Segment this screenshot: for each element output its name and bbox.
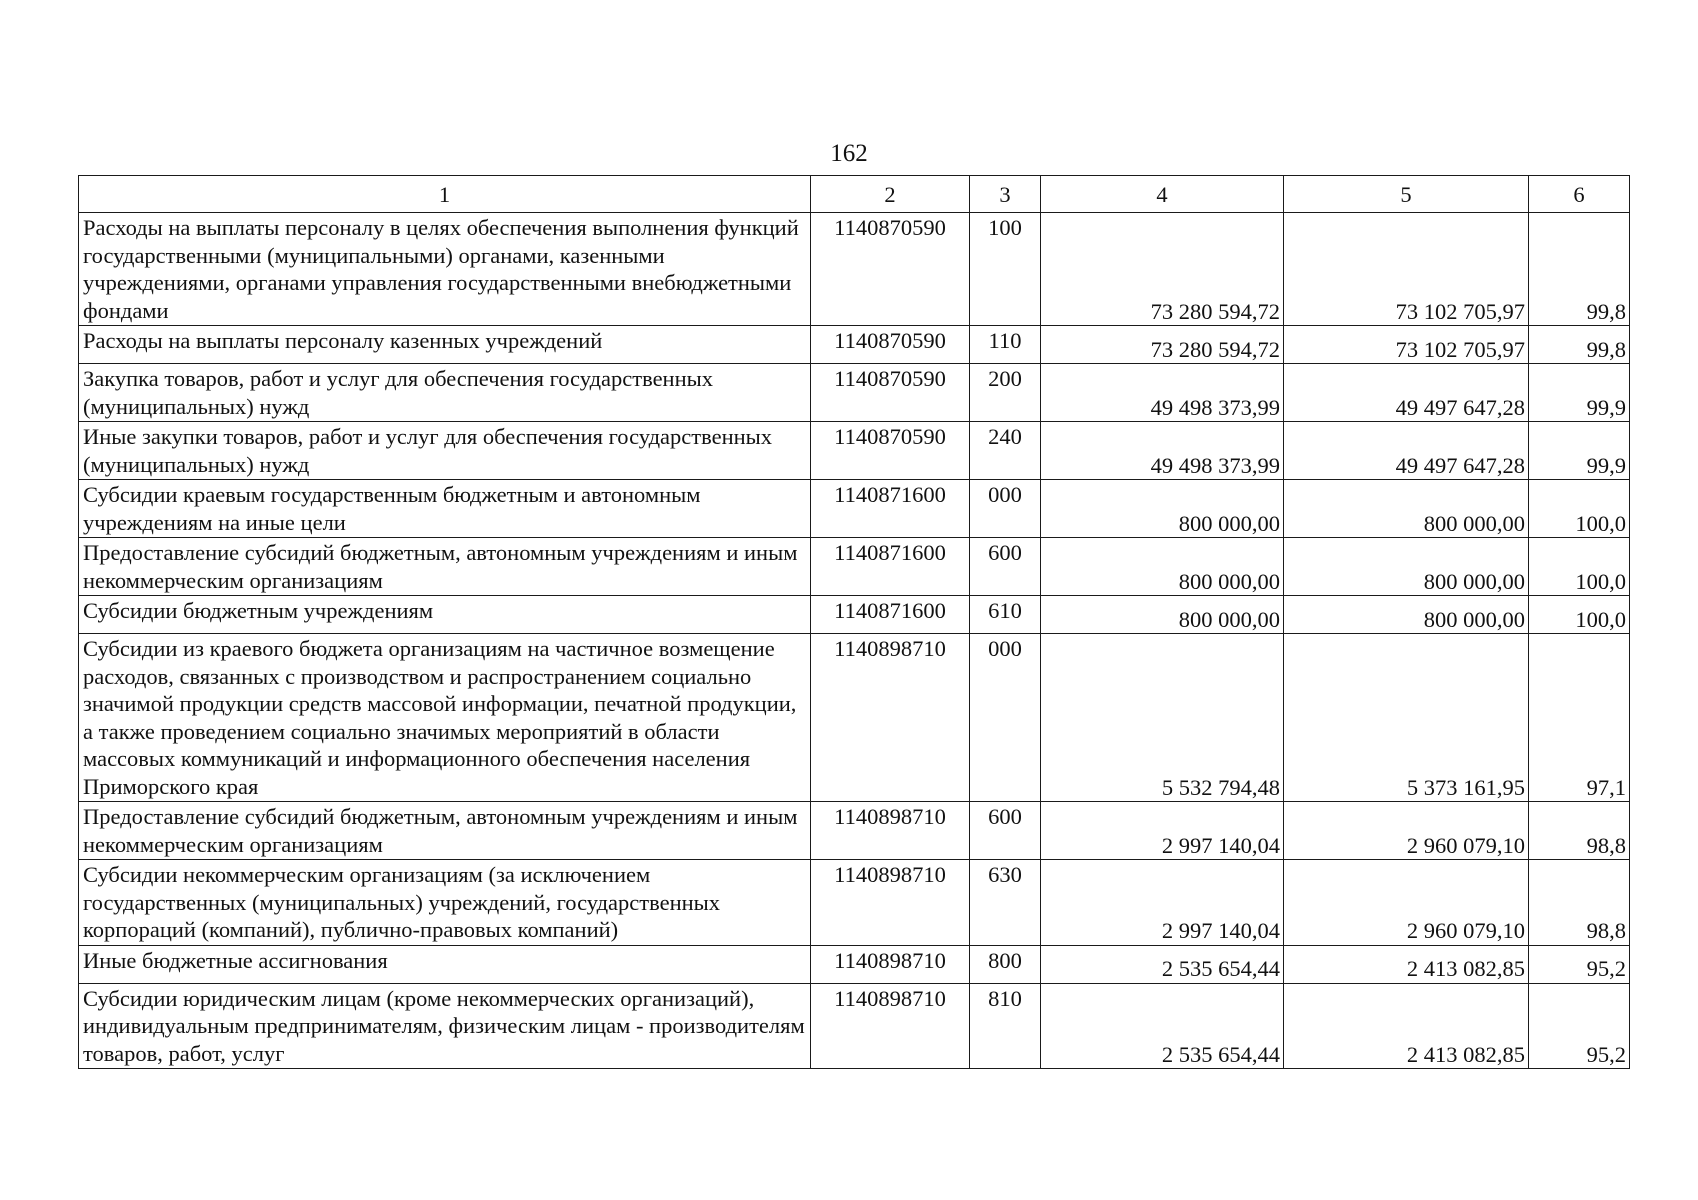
row-plan-cell: 2 997 140,04: [1041, 802, 1284, 860]
row-kind-cell: 600: [970, 802, 1041, 860]
row-plan-cell: 800 000,00: [1041, 480, 1284, 538]
row-plan-cell: 800 000,00: [1041, 596, 1284, 634]
row-kind-cell: 600: [970, 538, 1041, 596]
row-name-cell: Субсидии бюджетным учреждениям: [79, 596, 811, 634]
row-plan-cell: 2 997 140,04: [1041, 860, 1284, 946]
row-code-cell: 1140898710: [811, 634, 970, 802]
row-fact-cell: 800 000,00: [1284, 538, 1529, 596]
row-code-cell: 1140870590: [811, 422, 970, 480]
row-code-cell: 1140898710: [811, 802, 970, 860]
row-name-cell: Расходы на выплаты персоналу казенных учреждений: [79, 326, 811, 364]
row-name-cell: Субсидии краевым государственным бюджетным и автономным учреждениям на иные цели: [79, 480, 811, 538]
row-name-cell: Субсидии некоммерческим организациям (за исключением государственных (муниципальных) учреждений, государственных корпораций (компаний), публично-правовых компаний): [79, 860, 811, 946]
row-kind-cell: 630: [970, 860, 1041, 946]
row-fact-cell: 73 102 705,97: [1284, 326, 1529, 364]
row-fact-cell: 2 960 079,10: [1284, 860, 1529, 946]
row-percent-cell: 95,2: [1529, 945, 1630, 983]
header-col-1: 1: [79, 176, 811, 213]
budget-execution-table: [78, 175, 1630, 1069]
row-name-cell: Расходы на выплаты персоналу в целях обеспечения выполнения функций государственными (муниципальными) органами, казенными учреждениями, органами управления государственными внебюджетными фондами: [79, 213, 811, 326]
table-row: [79, 860, 1630, 946]
row-code-cell: 1140898710: [811, 860, 970, 946]
row-kind-cell: 000: [970, 634, 1041, 802]
header-col-3: 3: [970, 176, 1041, 213]
table-row: [79, 596, 1630, 634]
header-col-5: 5: [1284, 176, 1529, 213]
header-col-4: 4: [1041, 176, 1284, 213]
table-row: [79, 983, 1630, 1069]
table-row: [79, 634, 1630, 802]
row-percent-cell: 98,8: [1529, 860, 1630, 946]
row-percent-cell: 100,0: [1529, 538, 1630, 596]
row-fact-cell: 49 497 647,28: [1284, 422, 1529, 480]
row-code-cell: 1140870590: [811, 213, 970, 326]
row-fact-cell: 2 413 082,85: [1284, 945, 1529, 983]
row-name-cell: Иные закупки товаров, работ и услуг для обеспечения государственных (муниципальных) нужд: [79, 422, 811, 480]
row-fact-cell: 800 000,00: [1284, 596, 1529, 634]
table-row: [79, 538, 1630, 596]
row-percent-cell: 98,8: [1529, 802, 1630, 860]
row-plan-cell: 2 535 654,44: [1041, 983, 1284, 1069]
table-row: [79, 802, 1630, 860]
row-code-cell: 1140871600: [811, 480, 970, 538]
row-percent-cell: 99,9: [1529, 422, 1630, 480]
row-kind-cell: 200: [970, 364, 1041, 422]
row-plan-cell: 5 532 794,48: [1041, 634, 1284, 802]
row-fact-cell: 800 000,00: [1284, 480, 1529, 538]
header-col-2: 2: [811, 176, 970, 213]
row-code-cell: 1140871600: [811, 596, 970, 634]
row-percent-cell: 100,0: [1529, 596, 1630, 634]
page-number: 162: [830, 140, 868, 167]
row-percent-cell: 97,1: [1529, 634, 1630, 802]
row-plan-cell: 73 280 594,72: [1041, 213, 1284, 326]
row-fact-cell: 5 373 161,95: [1284, 634, 1529, 802]
row-code-cell: 1140898710: [811, 983, 970, 1069]
row-kind-cell: 810: [970, 983, 1041, 1069]
table-row: [79, 422, 1630, 480]
row-plan-cell: 2 535 654,44: [1041, 945, 1284, 983]
row-kind-cell: 000: [970, 480, 1041, 538]
row-name-cell: Иные бюджетные ассигнования: [79, 945, 811, 983]
table-row: [79, 213, 1630, 326]
header-col-6: 6: [1529, 176, 1630, 213]
row-name-cell: Предоставление субсидий бюджетным, автономным учреждениям и иным некоммерческим организациям: [79, 802, 811, 860]
table-body: [79, 213, 1630, 1069]
row-name-cell: Субсидии из краевого бюджета организациям на частичное возмещение расходов, связанных с производством и распространением социально значимой продукции средств массовой информации, печатной продукции, а также проведением социально значимых мероприятий в области массовых коммуникаций и информационного обеспечения населения Приморского края: [79, 634, 811, 802]
table-row: [79, 945, 1630, 983]
row-kind-cell: 240: [970, 422, 1041, 480]
table-row: [79, 364, 1630, 422]
row-fact-cell: 73 102 705,97: [1284, 213, 1529, 326]
row-name-cell: Закупка товаров, работ и услуг для обеспечения государственных (муниципальных) нужд: [79, 364, 811, 422]
row-percent-cell: 100,0: [1529, 480, 1630, 538]
row-fact-cell: 49 497 647,28: [1284, 364, 1529, 422]
row-percent-cell: 99,8: [1529, 213, 1630, 326]
row-plan-cell: 800 000,00: [1041, 538, 1284, 596]
row-percent-cell: 99,9: [1529, 364, 1630, 422]
row-name-cell: Предоставление субсидий бюджетным, автономным учреждениям и иным некоммерческим организациям: [79, 538, 811, 596]
table-row: [79, 480, 1630, 538]
row-kind-cell: 100: [970, 213, 1041, 326]
row-percent-cell: 95,2: [1529, 983, 1630, 1069]
row-plan-cell: 49 498 373,99: [1041, 364, 1284, 422]
row-fact-cell: 2 413 082,85: [1284, 983, 1529, 1069]
header-row: [79, 176, 1630, 213]
row-percent-cell: 99,8: [1529, 326, 1630, 364]
row-code-cell: 1140898710: [811, 945, 970, 983]
row-kind-cell: 110: [970, 326, 1041, 364]
row-kind-cell: 610: [970, 596, 1041, 634]
table-header: [79, 176, 1630, 213]
row-plan-cell: 49 498 373,99: [1041, 422, 1284, 480]
row-code-cell: 1140870590: [811, 364, 970, 422]
row-code-cell: 1140871600: [811, 538, 970, 596]
row-code-cell: 1140870590: [811, 326, 970, 364]
row-plan-cell: 73 280 594,72: [1041, 326, 1284, 364]
row-fact-cell: 2 960 079,10: [1284, 802, 1529, 860]
table-row: [79, 326, 1630, 364]
row-name-cell: Субсидии юридическим лицам (кроме некоммерческих организаций), индивидуальным предпринимателям, физическим лицам - производителям товаров, работ, услуг: [79, 983, 811, 1069]
row-kind-cell: 800: [970, 945, 1041, 983]
